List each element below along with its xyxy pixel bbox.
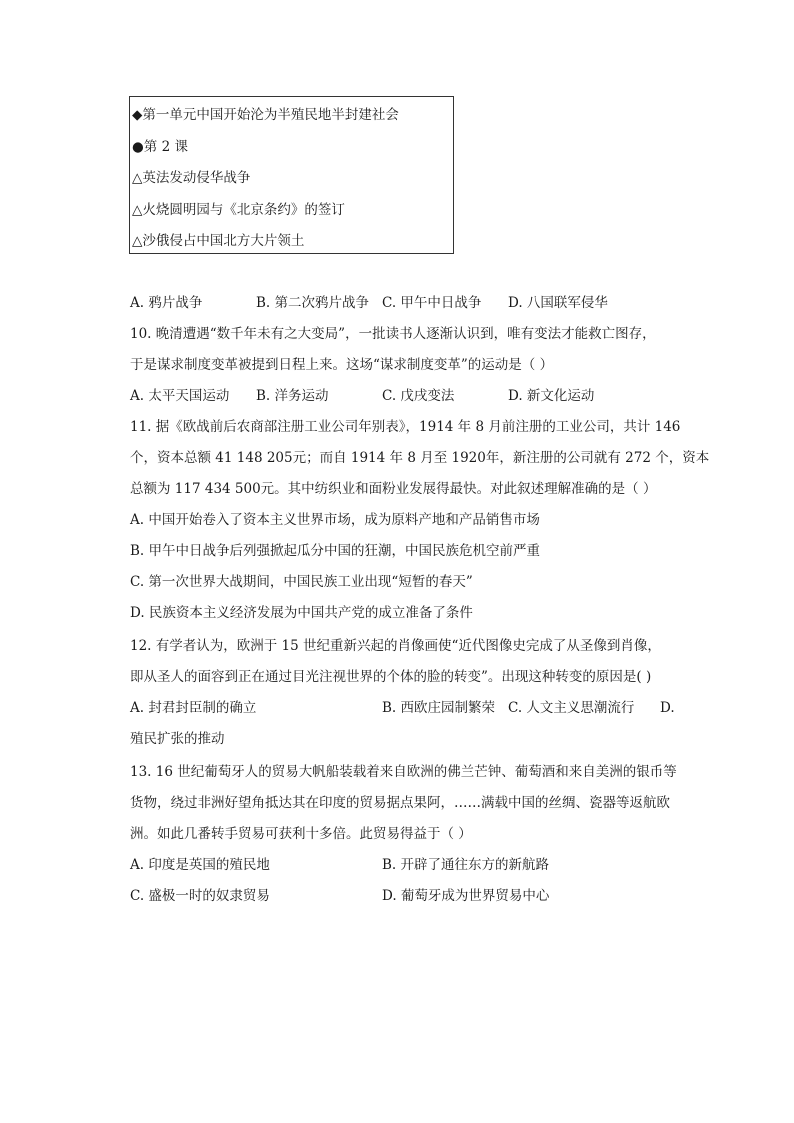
q10-stem-line: 10. 晚清遭遇“数千年未有之大变局”，一批读书人逐渐认识到，唯有变法才能救亡图存， [130,326,656,342]
q10-option-d: D. 新文化运动 [508,388,595,404]
q9-option-a: A. 鸦片战争 [130,295,203,311]
q11-option-c: C. 第一次世界大战期间，中国民族工业出现“短暂的春天” [130,574,473,590]
q12-option-d-label: D. [660,700,675,716]
q12-option-c: C. 人文主义思潮流行 [508,700,635,716]
q9-option-c: C. 甲午中日战争 [382,295,482,311]
q10-option-b: B. 洋务运动 [256,388,329,404]
q13-option-c: C. 盛极一时的奴隶贸易 [130,888,270,904]
q13-option-d: D. 葡萄牙成为世界贸易中心 [382,888,550,904]
q12-stem-line: 即从圣人的面容到正在通过目光注视世界的个体的脸的转变”。出现这种转变的原因是( ) [130,669,652,685]
box-line: △火烧圆明园与《北京条约》的签订 [132,201,345,218]
q11-stem-line: 11. 据《欧战前后农商部注册工业公司年别表》，1914 年 8 月前注册的工业公司，共计 146 [130,419,681,435]
q12-option-b: B. 西欧庄园制繁荣 [382,700,496,716]
q9-material-box [129,96,454,254]
q11-stem-line: 个，资本总额 41 148 205元；而自 1914 年 8 月至 1920年，新注册的公司就有 272 个，资本 [130,450,710,466]
q11-option-d: D. 民族资本主义经济发展为中国共产党的成立准备了条件 [130,605,473,621]
q13-stem-line: 13. 16 世纪葡萄牙人的贸易大帆船装载着来自欧洲的佛兰芒钟、葡萄酒和来自美洲的银币等 [130,764,677,780]
box-line: ●第 2 课 [132,138,188,155]
q9-option-d: D. 八国联军侵华 [508,295,608,311]
q10-option-a: A. 太平天国运动 [130,388,230,404]
box-line: △沙俄侵占中国北方大片领土 [132,233,305,249]
q11-option-a: A. 中国开始卷入了资本主义世界市场，成为原料产地和产品销售市场 [130,512,540,528]
q10-stem-line: 于是谋求制度变革被提到日程上来。这场“谋求制度变革”的运动是（ ） [130,357,554,373]
q12-option-a: A. 封君封臣制的确立 [130,700,257,716]
box-line: △英法发动侵华战争 [132,170,251,186]
q11-option-b: B. 甲午中日战争后列强掀起瓜分中国的狂潮，中国民族危机空前严重 [130,543,541,559]
q10-option-c: C. 戊戌变法 [382,388,455,404]
box-line: ◆第一单元中国开始沦为半殖民地半封建社会 [132,107,399,123]
q13-option-a: A. 印度是英国的殖民地 [130,857,270,873]
q9-option-b: B. 第二次鸦片战争 [256,295,370,311]
q11-stem-line: 总额为 117 434 500元。其中纺织业和面粉业发展得最快。对此叙述理解准确的是（ ） [130,481,657,497]
q12-option-d-text: 殖民扩张的推动 [130,731,225,747]
q12-stem-line: 12. 有学者认为，欧洲于 15 世纪重新兴起的肖像画使“近代图像史完成了从圣像到肖像， [130,638,661,654]
q13-stem-line: 洲。如此几番转手贸易可获利十多倍。此贸易得益于（ ） [130,826,472,842]
q13-option-b: B. 开辟了通往东方的新航路 [382,857,550,873]
q13-stem-line: 货物，绕过非洲好望角抵达其在印度的贸易据点果阿，……满载中国的丝绸、瓷器等返航欧 [130,795,670,811]
